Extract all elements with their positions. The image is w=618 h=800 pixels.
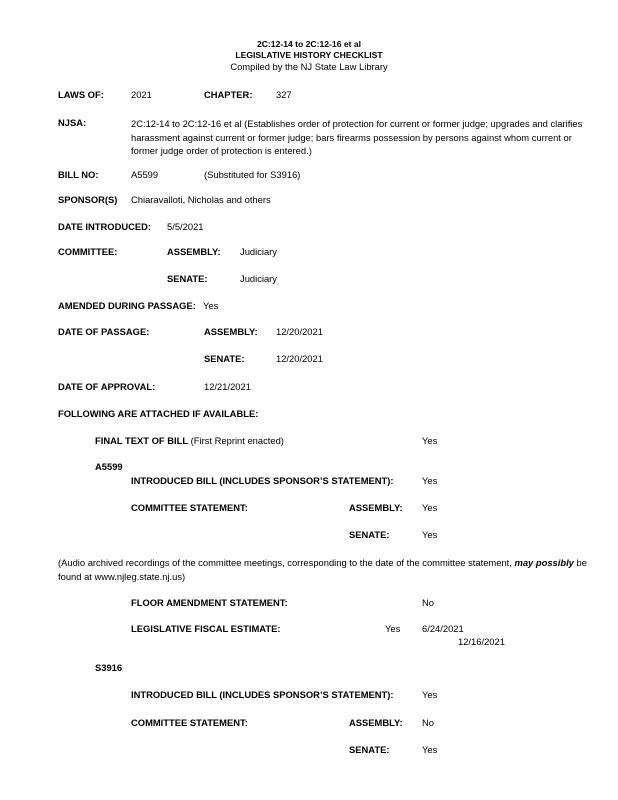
final-text-note: (First Reprint enacted) (188, 435, 284, 446)
a5599-assembly-value: Yes (422, 502, 438, 513)
a5599-assembly-label: ASSEMBLY: (349, 502, 403, 513)
audio-note-emphasis: may possibly (514, 557, 574, 568)
committee-senate-value: Judiciary (240, 273, 277, 284)
compiled-by: Compiled by the NJ State Law Library (230, 61, 388, 72)
s3916-introduced-label: INTRODUCED BILL (INCLUDES SPONSOR’S STATEMENT): (131, 689, 394, 700)
s3916-senate-label: SENATE: (349, 744, 390, 755)
passage-assembly-label: ASSEMBLY: (204, 326, 258, 337)
a5599-senate-value: Yes (422, 529, 438, 540)
chapter-value: 327 (276, 89, 292, 100)
passage-senate-value: 12/20/2021 (276, 353, 323, 364)
date-introduced-label: DATE INTRODUCED: (58, 221, 152, 232)
committee-assembly-value: Judiciary (240, 246, 277, 257)
a5599-committee-label: COMMITTEE STATEMENT: (131, 502, 248, 513)
a5599-introduced-label: INTRODUCED BILL (INCLUDES SPONSOR’S STATEMENT): (131, 475, 394, 486)
date-of-passage-label: DATE OF PASSAGE: (58, 326, 150, 337)
s3916-assembly-label: ASSEMBLY: (349, 717, 403, 728)
bill-no-note: (Substituted for S3916) (204, 169, 301, 180)
bill-no-value: A5599 (131, 169, 159, 180)
a5599-introduced-value: Yes (422, 475, 438, 486)
final-text-label: FINAL TEXT OF BILL (95, 435, 189, 446)
s3916-heading: S3916 (95, 662, 123, 673)
audio-note-text: (Audio archived recordings of the committee meetings, corresponding to the date of the committee statement, (58, 557, 515, 568)
fiscal-estimate-label: LEGISLATIVE FISCAL ESTIMATE: (131, 623, 281, 634)
fiscal-estimate-yes: Yes (385, 623, 401, 634)
passage-senate-label: SENATE: (204, 353, 245, 364)
final-text-value: Yes (422, 435, 438, 446)
a5599-heading: A5599 (95, 461, 123, 472)
s3916-senate-value: Yes (422, 744, 438, 755)
a5599-senate-label: SENATE: (349, 529, 390, 540)
chapter-label: CHAPTER: (204, 89, 253, 100)
laws-of-label: LAWS OF: (58, 89, 104, 100)
doc-title: 2C:12-14 to 2C:12-16 et al (256, 39, 362, 49)
attached-heading: FOLLOWING ARE ATTACHED IF AVAILABLE: (58, 408, 259, 419)
date-of-approval-label: DATE OF APPROVAL: (58, 381, 156, 392)
fiscal-estimate-date-1: 6/24/2021 (422, 623, 464, 634)
date-introduced-value: 5/5/2021 (167, 221, 204, 232)
committee-senate-label: SENATE: (167, 273, 208, 284)
committee-label: COMMITTEE: (58, 246, 118, 257)
sponsors-label: SPONSOR(S) (58, 194, 118, 205)
fiscal-estimate-date-2: 12/16/2021 (458, 636, 505, 647)
amended-value: Yes (203, 300, 219, 311)
amended-label: AMENDED DURING PASSAGE: (58, 300, 196, 311)
committee-assembly-label: ASSEMBLY: (167, 246, 221, 257)
s3916-introduced-value: Yes (422, 689, 438, 700)
bill-no-label: BILL NO: (58, 169, 99, 180)
final-text-row (95, 435, 284, 447)
floor-amendment-value: No (422, 597, 434, 608)
laws-of-value: 2021 (131, 89, 152, 100)
njsa-label: NJSA: (58, 117, 87, 128)
floor-amendment-label: FLOOR AMENDMENT STATEMENT: (131, 597, 288, 608)
sponsors-value: Chiaravalloti, Nicholas and others (131, 194, 271, 205)
date-of-approval-value: 12/21/2021 (204, 381, 251, 392)
audio-note (58, 556, 598, 583)
doc-subtitle: LEGISLATIVE HISTORY CHECKLIST (235, 50, 383, 60)
njsa-text: 2C:12-14 to 2C:12-16 et al (Establishes order of protection for current or former judge; upgrades and clarifies harassment against current or former judge; bars firearms possession by persons against whom current or former judge order of protection is entered.) (131, 118, 583, 156)
passage-assembly-value: 12/20/2021 (276, 326, 323, 337)
audio-note-url-text: be found at www.njleg.state.nj.us) (58, 557, 587, 582)
s3916-assembly-value: No (422, 717, 434, 728)
s3916-committee-label: COMMITTEE STATEMENT: (131, 717, 248, 728)
